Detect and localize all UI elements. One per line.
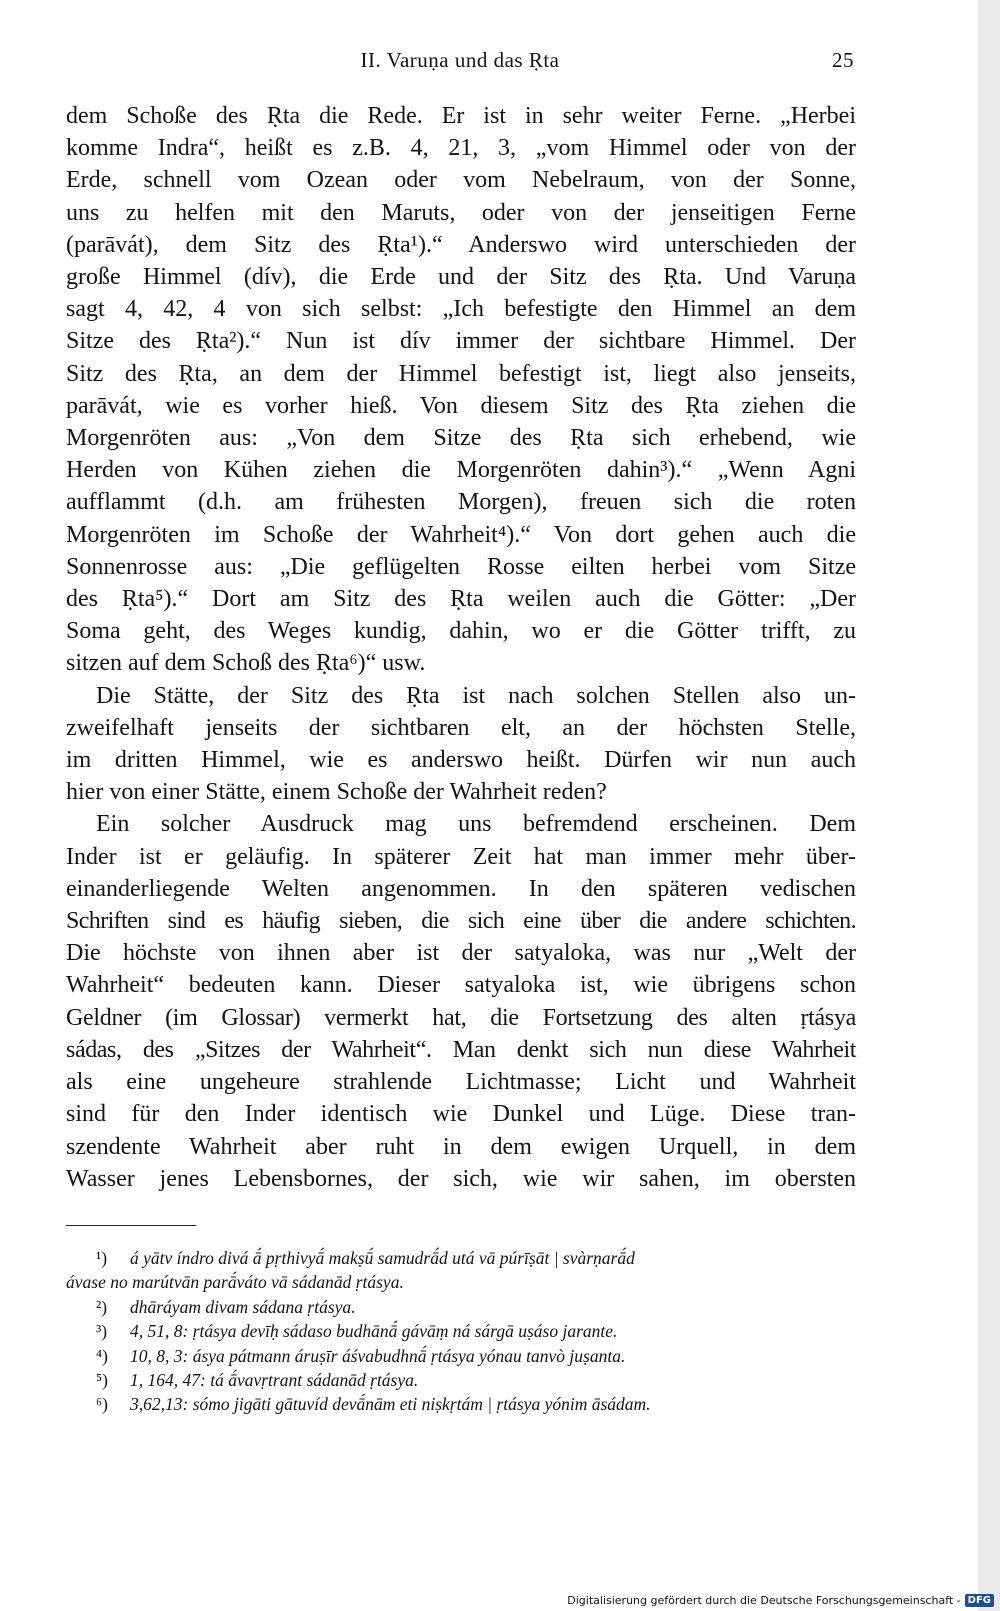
text-line: Sitze des Ṛta²).“ Nun ist dív immer der sichtbare Himmel. Der bbox=[66, 328, 856, 355]
text-line: uns zu helfen mit den Maruts, oder von der jenseitigen Ferne bbox=[66, 199, 856, 226]
text-line: große Himmel (dív), die Erde und der Sitz des Ṛta. Und Varuṇa bbox=[66, 264, 856, 291]
page-number: 25 bbox=[832, 48, 854, 72]
footnote bbox=[66, 1246, 856, 1270]
footnote bbox=[66, 1295, 856, 1319]
text-line: Inder ist er geläufig. In späterer Zeit hat man immer mehr über- bbox=[66, 843, 856, 870]
text-line: des Ṛta⁵).“ Dort am Sitz des Ṛta weilen auch die Götter: „Der bbox=[66, 586, 856, 613]
text-line: Sonnenrosse aus: „Die geflügelten Rosse eilten herbei vom Sitze bbox=[66, 553, 856, 580]
footnote-text: 3,62,13: sómo jigāti gātuvíd devā́nām eti niṣkṛtám | ṛtásya yónim āsádam. bbox=[130, 1394, 651, 1415]
dfg-logo: DFG bbox=[965, 1594, 994, 1607]
text-line: komme Indra“, heißt es z.B. 4, 21, 3, „vom Himmel oder von der bbox=[66, 135, 856, 162]
footnote bbox=[66, 1319, 856, 1343]
footnote-text: 4, 51, 8: ṛtásya devīḥ sádaso budhānā́ gávāṃ ná sárgā uṣáso jarante. bbox=[130, 1321, 618, 1342]
running-head bbox=[66, 48, 854, 76]
text-line: als eine ungeheure strahlende Lichtmasse; Licht und Wahrheit bbox=[66, 1069, 856, 1096]
text-line: sitzen auf dem Schoß des Ṛta⁶)“ usw. bbox=[66, 650, 426, 677]
text-line: sádas, des „Sitzes der Wahrheit“. Man denkt sich nun diese Wahrheit bbox=[66, 1036, 856, 1063]
text-line: Die höchste von ihnen aber ist der satyaloka, was nur „Welt der bbox=[66, 940, 856, 967]
running-title: II. Varuṇa und das Ṛta bbox=[360, 48, 560, 72]
text-line: Geldner (im Glossar) vermerkt hat, die Fortsetzung des alten ṛtásya bbox=[66, 1004, 856, 1031]
text-line: Soma geht, des Weges kundig, dahin, wo er die Götter trifft, zu bbox=[66, 618, 856, 645]
text-line: im dritten Himmel, wie es anderswo heißt. Dürfen wir nun auch bbox=[66, 747, 856, 774]
text-line: Wahrheit“ bedeuten kann. Dieser satyaloka ist, wie übrigens schon bbox=[66, 972, 856, 999]
text-line: sagt 4, 42, 4 von sich selbst: „Ich befestigte den Himmel an dem bbox=[66, 296, 856, 323]
footnote-text: á yātv índro divá ā́ pṛthivyā́ makṣū́ samudrā́d utá vā púrīṣāt | svàrṇarā́d bbox=[130, 1248, 635, 1268]
text-line: Herden von Kühen ziehen die Morgenröten dahin³).“ „Wenn Agni bbox=[66, 457, 856, 484]
text-line: parāvát, wie es vorher hieß. Von diesem Sitz des Ṛta ziehen die bbox=[66, 392, 856, 419]
footnote-number: ⁵) bbox=[96, 1370, 108, 1391]
footnote-number: ⁴) bbox=[96, 1345, 108, 1366]
text-line: Erde, schnell vom Ozean oder vom Nebelraum, von der Sonne, bbox=[66, 167, 856, 194]
text-line: (parāvát), dem Sitz des Ṛta¹).“ Anderswo wird unterschieden der bbox=[66, 231, 856, 258]
text-line: zweifelhaft jenseits der sichtbaren elt, an der höchsten Stelle, bbox=[66, 714, 856, 741]
text-line: Wasser jenes Lebensbornes, der sich, wie wir sahen, im obersten bbox=[66, 1165, 856, 1192]
text-line: dem Schoße des Ṛta die Rede. Er ist in sehr weiter Ferne. „Herbei bbox=[66, 103, 856, 129]
footnote-continuation bbox=[66, 1270, 856, 1294]
footnote-text: 10, 8, 3: ásya pátmann áruṣīr áśvabudhnā́ ṛtásya yónau tanvò juṣanta. bbox=[130, 1345, 626, 1366]
footnote-number: ¹) bbox=[96, 1248, 108, 1268]
footnote-number: ⁶) bbox=[96, 1394, 108, 1415]
footnote bbox=[66, 1344, 856, 1368]
footnote bbox=[66, 1368, 856, 1392]
text-line: sind für den Inder identisch wie Dunkel und Lüge. Diese tran- bbox=[66, 1101, 856, 1128]
footnote-number: ²) bbox=[96, 1296, 108, 1317]
footnotes bbox=[66, 1246, 856, 1417]
text-line: Sitz des Ṛta, an dem der Himmel befestigt ist, liegt also jenseits, bbox=[66, 360, 856, 387]
footnote bbox=[66, 1392, 856, 1416]
text-line: Morgenröten im Schoße der Wahrheit⁴).“ Von dort gehen auch die bbox=[66, 521, 856, 548]
credit-text: Digitalisierung gefördert durch die Deutsche Forschungsgemeinschaft - bbox=[567, 1594, 961, 1607]
body-text bbox=[66, 100, 856, 1195]
text-line: einanderliegende Welten angenommen. In den späteren vedischen bbox=[66, 875, 856, 902]
text-line: aufflammt (d.h. am frühesten Morgen), freuen sich die roten bbox=[66, 489, 856, 516]
text-line: hier von einer Stätte, einem Schoße der Wahrheit reden? bbox=[66, 779, 607, 806]
footnote-number: ³) bbox=[96, 1321, 108, 1342]
text-line: Schriften sind es häufig sieben, die sich eine über die andere schichten. bbox=[66, 908, 856, 935]
text-line: Die Stätte, der Sitz des Ṛta ist nach solchen Stellen also un- bbox=[96, 682, 856, 709]
text-line: Ein solcher Ausdruck mag uns befremdend erscheinen. Dem bbox=[96, 811, 856, 838]
text-line: szendente Wahrheit aber ruht in dem ewigen Urquell, in dem bbox=[66, 1133, 856, 1160]
digitization-credit bbox=[567, 1594, 994, 1607]
footnote-text: 1, 164, 47: tá ā́vavṛtrant sádanād ṛtásya. bbox=[130, 1370, 419, 1391]
text-line: Morgenröten aus: „Von dem Sitze des Ṛta sich erhebend, wie bbox=[66, 425, 856, 452]
footnote-text: dhāráyam divam sádana ṛtásya. bbox=[130, 1296, 356, 1317]
footnote-separator bbox=[66, 1225, 196, 1226]
footnote-text: ávase no marútvān parā́váto vā sádanād ṛtásya. bbox=[66, 1272, 404, 1293]
